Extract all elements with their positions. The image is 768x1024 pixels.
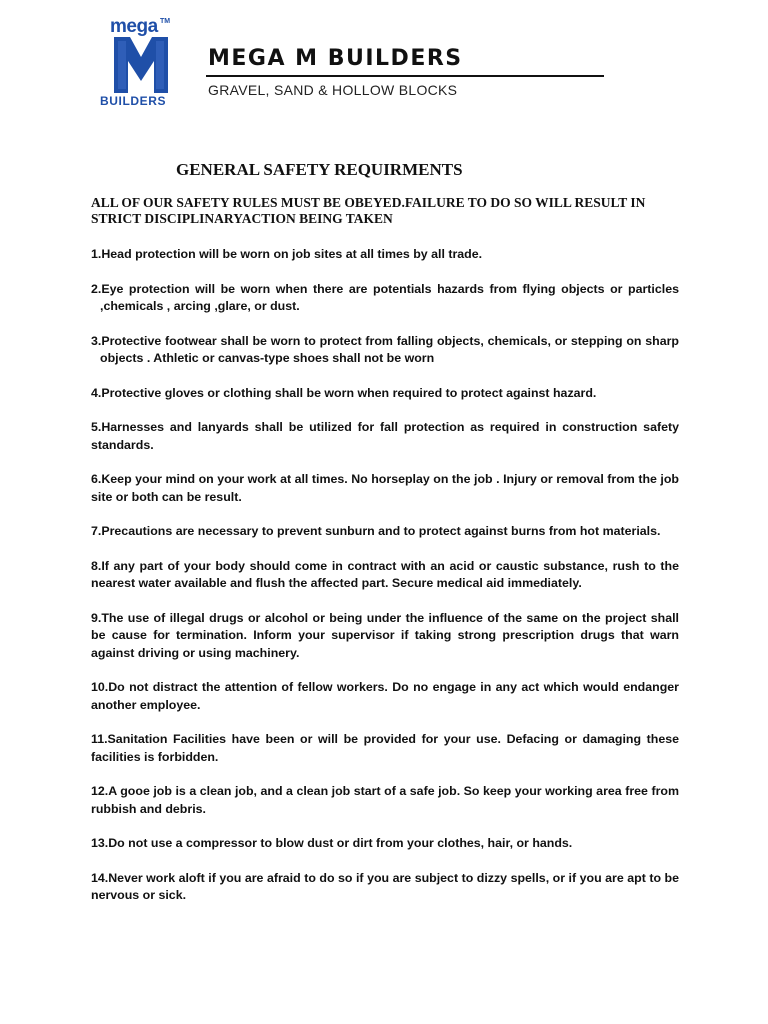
safety-rule: 12.A gooe job is a clean job, and a clean job start of a safe job. So keep your working area free from rubbish and debris. (91, 784, 679, 816)
safety-rule: 1.Head protection will be worn on job sites at all times by all trade. (91, 247, 483, 261)
warning-statement: ALL OF OUR SAFETY RULES MUST BE OBEYED.FAILURE TO DO SO WILL RESULT IN STRICT DISCIPLINARYACTION BEING TAKEN (91, 195, 646, 226)
safety-rule: 4.Protective gloves or clothing shall be worn when required to protect against hazard. (91, 385, 597, 400)
letterhead-divider (206, 75, 604, 77)
safety-rules-list (91, 246, 679, 905)
logo-builders-text: BUILDERS (100, 94, 167, 108)
safety-rule: 10.Do not distract the attention of fellow workers. Do no engage in any act which would endanger another employee. (91, 680, 679, 712)
company-name: MEGA M BUILDERS (208, 46, 463, 71)
safety-rule: 9.The use of illegal drugs or alcohol or being under the influence of the same on the project shall be cause for termination. Inform your supervisor if taking strong prescription drugs that warn against driving or using machinery. (91, 610, 679, 660)
logo-trademark: TM (160, 18, 171, 25)
safety-rule: 3.Protective footwear shall be worn to protect from falling objects, chemicals, or stepping on sharp objects . Athletic or canvas-type shoes shall not be worn (91, 333, 679, 365)
document-title: GENERAL SAFETY REQUIRMENTS (176, 160, 463, 179)
logo-m-mark (112, 37, 170, 93)
company-logo (98, 16, 186, 112)
safety-rule: 13.Do not use a compressor to blow dust or dirt from your clothes, hair, or hands. (91, 836, 573, 850)
safety-rule: 6.Keep your mind on your work at all times. No horseplay on the job . Injury or removal from the job site or both can be result. (91, 472, 679, 504)
safety-rule: 14.Never work aloft if you are afraid to do so if you are subject to dizzy spells, or if you are apt to be nervous or sick. (91, 870, 679, 902)
safety-rule: 11.Sanitation Facilities have been or will be provided for your use. Defacing or damaging these facilities is forbidden. (91, 732, 679, 764)
logo-mega-text: mega (110, 16, 158, 37)
safety-rule: 8.If any part of your body should come in contract with an acid or caustic substance, rush to the nearest water available and flush the affected part. Secure medical aid immediately. (91, 558, 679, 590)
safety-rule: 2.Eye protection will be worn when there are potentials hazards from flying objects or particles ,chemicals , arcing ,glare, or dust. (91, 281, 679, 313)
company-tagline: GRAVEL, SAND & HOLLOW BLOCKS (208, 82, 458, 98)
safety-rule: 7.Precautions are necessary to prevent sunburn and to protect against burns from hot materials. (91, 524, 661, 538)
safety-rule: 5.Harnesses and lanyards shall be utilized for fall protection as required in construction safety standards. (91, 420, 679, 452)
